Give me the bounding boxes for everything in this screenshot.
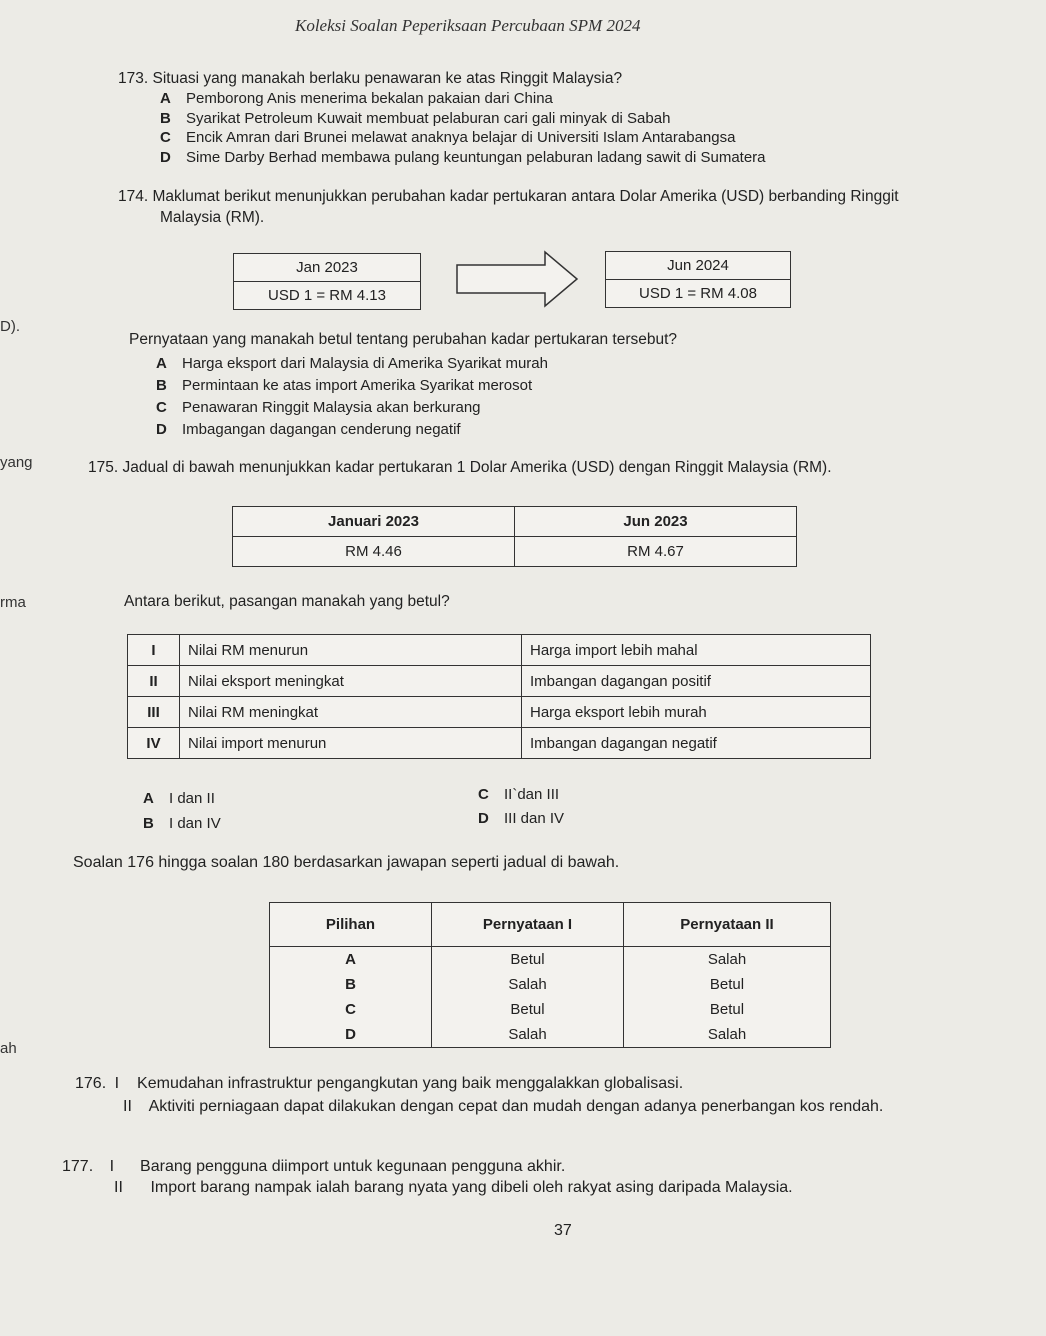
table-cell: Salah	[707, 1026, 747, 1043]
table-row: IV Nilai import menurun Imbangan dagangan negatif	[128, 728, 871, 759]
option-173-b[interactable]: B Syarikat Petroleum Kuwait membuat pelaburan cari gali minyak di Sabah	[160, 110, 671, 127]
table-header: Januari 2023	[233, 507, 515, 537]
question-176-statement-2	[123, 1098, 883, 1116]
option-175-b[interactable]: B I dan IV	[143, 815, 221, 832]
table-cell: B	[345, 976, 356, 993]
question-number: 175.	[88, 459, 119, 476]
statement-text: Aktiviti perniagaan dapat dilakukan dengan cepat dan mudah dengan adanya penerbangan kos rendah.	[148, 1098, 884, 1115]
table-cell: RM 4.67	[515, 537, 797, 567]
table-cell: C	[345, 1001, 356, 1018]
table-header: Pilihan	[270, 903, 432, 947]
question-stem-cont: Malaysia (RM).	[160, 209, 265, 226]
margin-mark: rma	[0, 594, 26, 611]
rate-box-head: Jun 2024	[606, 252, 791, 280]
table-cell: Salah	[508, 976, 547, 993]
right-arrow-icon	[455, 250, 580, 308]
table-cell: Salah	[707, 951, 747, 968]
question-174-prompt: Pernyataan yang manakah betul tentang perubahan kadar pertukaran tersebut?	[129, 331, 678, 348]
question-176	[75, 1075, 683, 1093]
margin-mark: yang	[0, 454, 33, 471]
option-173-a[interactable]: A Pemborong Anis menerima bekalan pakaian dari China	[160, 90, 553, 107]
question-stem: Situasi yang manakah berlaku penawaran ke atas Ringgit Malaysia?	[152, 70, 623, 87]
question-177-statement-2	[114, 1179, 793, 1197]
rate-box-jan-2023	[233, 253, 421, 310]
option-174-b[interactable]: B Permintaan ke atas import Amerika Syarikat merosot	[156, 377, 533, 394]
rate-box-value: USD 1 = RM 4.08	[606, 280, 791, 308]
table-row: III Nilai RM meningkat Harga eksport lebih murah	[128, 697, 871, 728]
table-header: Jun 2023	[515, 507, 797, 537]
option-175-c[interactable]: C II`dan III	[478, 786, 560, 803]
statement-text: Kemudahan infrastruktur pengangkutan yang baik menggalakkan globalisasi.	[137, 1075, 684, 1092]
option-174-d[interactable]: D Imbagangan dagangan cenderung negatif	[156, 421, 461, 438]
table-cell: A	[345, 951, 356, 968]
margin-mark: D).	[0, 318, 20, 335]
question-174	[118, 188, 899, 206]
option-175-d[interactable]: D III dan IV	[478, 810, 565, 827]
answer-key-table	[269, 902, 831, 1048]
statement-label: I	[109, 1158, 115, 1175]
question-173	[118, 70, 622, 88]
table-header: Pernyataan II	[624, 903, 831, 947]
option-174-c[interactable]: C Penawaran Ringgit Malaysia akan berkurang	[156, 399, 481, 416]
option-173-c[interactable]: C Encik Amran dari Brunei melawat anaknya belajar di Universiti Islam Antarabangsa	[160, 129, 736, 146]
option-174-a[interactable]: A Harga eksport dari Malaysia di Amerika Syarikat murah	[156, 355, 548, 372]
margin-mark: ah	[0, 1040, 17, 1057]
page-number: 37	[554, 1222, 572, 1239]
question-177	[62, 1158, 565, 1176]
table-cell: Betul	[709, 976, 745, 993]
statement-label: II	[114, 1179, 123, 1196]
table-header: Pernyataan I	[432, 903, 624, 947]
question-175	[88, 459, 832, 477]
page-header: Koleksi Soalan Peperiksaan Percubaan SPM 2024	[295, 16, 641, 35]
question-number: 174.	[118, 188, 149, 205]
table-row: I Nilai RM menurun Harga import lebih mahal	[128, 635, 871, 666]
table-cell: Betul	[709, 1001, 745, 1018]
rate-box-jun-2024	[605, 251, 791, 308]
table-row: II Nilai eksport meningkat Imbangan dagangan positif	[128, 666, 871, 697]
table-cell: Salah	[508, 1026, 547, 1043]
statement-label: II	[123, 1098, 132, 1115]
question-stem: Maklumat berikut menunjukkan perubahan kadar pertukaran antara Dolar Amerika (USD) berbanding Ringgit	[152, 188, 899, 205]
option-175-a[interactable]: A I dan II	[143, 790, 215, 807]
question-175-prompt: Antara berikut, pasangan manakah yang betul?	[124, 593, 450, 610]
table-cell: Betul	[510, 951, 545, 968]
pairs-table	[127, 634, 871, 759]
instruction-text: Soalan 176 hingga soalan 180 berdasarkan jawapan seperti jadual di bawah.	[73, 854, 620, 871]
statement-label: I	[114, 1075, 120, 1092]
statement-text: Import barang nampak ialah barang nyata yang dibeli oleh rakyat asing daripada Malaysia.	[150, 1179, 793, 1196]
table-row	[270, 947, 831, 1048]
question-number: 173.	[118, 70, 149, 87]
option-173-d[interactable]: D Sime Darby Berhad membawa pulang keuntungan pelaburan ladang sawit di Sumatera	[160, 149, 766, 166]
question-number: 176.	[75, 1075, 107, 1092]
exchange-rate-table	[232, 506, 797, 567]
rate-box-value: USD 1 = RM 4.13	[234, 282, 421, 310]
table-cell: RM 4.46	[233, 537, 515, 567]
statement-text: Barang pengguna diimport untuk kegunaan pengguna akhir.	[140, 1158, 566, 1175]
question-stem: Jadual di bawah menunjukkan kadar pertukaran 1 Dolar Amerika (USD) dengan Ringgit Malaysia (RM).	[122, 459, 832, 476]
table-cell: D	[345, 1026, 356, 1043]
question-number: 177.	[62, 1158, 94, 1175]
table-cell: Betul	[510, 1001, 545, 1018]
rate-box-head: Jan 2023	[234, 254, 421, 282]
